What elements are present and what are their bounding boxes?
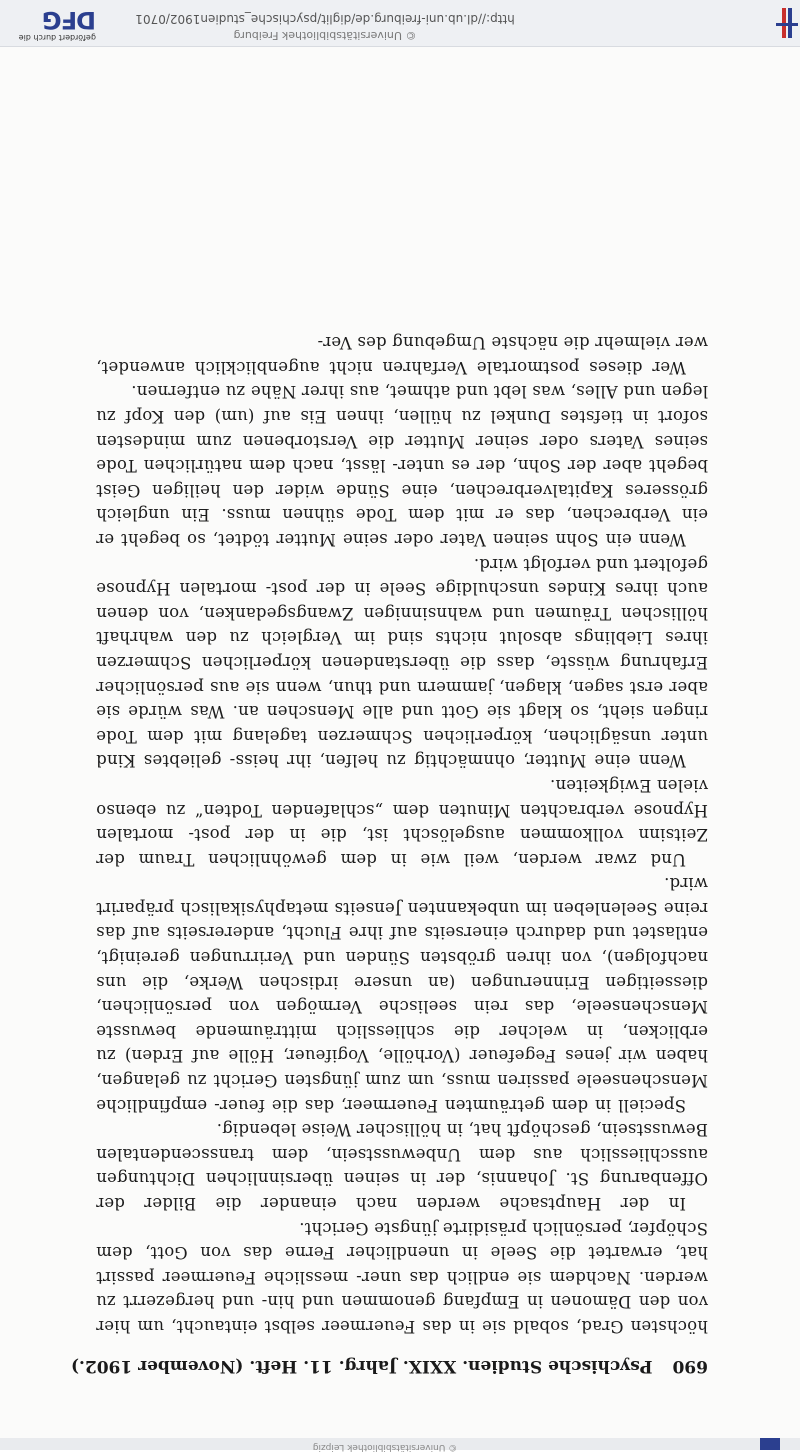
library-header-strip: [0, 1438, 800, 1450]
body-text: [96, 330, 708, 1338]
library-mark-icon: [760, 1438, 780, 1450]
dfg-logo-subtext: gefördert durch die: [18, 33, 96, 42]
running-head: [70, 1356, 708, 1376]
paragraph: höchsten Grad, sobald sie in das Feuermeer selbst eintaucht, um hier von den Dämonen in Empfang genommen und hin- und hergezerrt zu werden. Nachdem sie endlich das uner- messliche Feuermeer passirt hat, erwartet die Seele in unendlicher Ferne das von Gott, dem Schöpfer, persönlich präsidirte jüngste Gericht.: [96, 1218, 708, 1336]
library-footer-strip: [0, 0, 800, 47]
library-mark-icon: [750, 0, 800, 46]
paragraph: Wenn eine Mutter, ohnmächtig zu helfen, ihr heiss- geliebtes Kind unter unsäglichen, körperlichen Schmerzen tagelang mit dem Tode ringen sieht, so klagt sie Gott und alle Menschen an. Was würde sie aber erst sagen, klagen, jammern und thun, wenn sie aus persönlicher Erfahrung wüsste, dass die überstandenen körperlichen Schmerzen ihres Lieblings absolut nichts sind im Vergleich zu den wahrhaft höllischen Träumen und wahnsinnigen Zwangsgedanken, von denen auch ihres Kindes unschuldige Seele in der post- mortalen Hypnose gefoltert und verfolgt wird.: [96, 554, 708, 771]
page-number: 690: [672, 1356, 708, 1376]
paragraph: Wer dieses postmortale Verfahren nicht augenblicklich anwendet, wer vielmehr die nächste Umgebung des Ver-: [96, 333, 708, 377]
journal-title: Psychische Studien. XXIX. Jahrg. 11. Heft. (November 1902.): [70, 1356, 653, 1376]
paragraph: In der Hauptsache werden nach einander die Bilder der Offenbarung St. Johannis, der in seinen übersinnlichen Dichtungen ausschliesslich aus dem Unbewusstsein, dem transscendentalen Bewusstsein, geschöpft hat, in höllischer Weise lebendig.: [96, 1120, 708, 1214]
permalink[interactable]: http://dl.ub.uni-freiburg.de/diglit/psychische_studien1902/0701: [135, 12, 515, 26]
dfg-logo: [14, 4, 96, 42]
footer-copyright: © Universitätsbibliothek Freiburg: [233, 29, 417, 42]
paragraph: Und zwar werden, weil wie in dem gewöhnlichen Traum der Zeitsinn vollkommen ausgelöscht ist, die in der post- mortalen Hypnose verbrachten Minuten dem „schlafenden Todten“ zu ebenso vielen Ewigkeiten.: [96, 775, 708, 869]
header-copyright: © Universitätsbibliothek Leipzig: [312, 1442, 458, 1452]
paragraph: Wenn ein Sohn seinen Vater oder seine Mutter tödtet, so begeht er ein Verbrechen, das er mit dem Tode sühnen muss. Ein ungleich grösseres Kapitalverbrechen, eine Sünde wider den heiligen Geist begeht aber der Sohn, der es unter- lässt, nach dem natürlichen Tode seines Vaters oder seiner Mutter die Verstorbenen zum mindesten sofort in tiefstes Dunkel zu hüllen, ihnen Eis auf (um) den Kopf zu legen und Alles, was lebt und athmet, aus ihrer Nähe zu entfernen.: [96, 382, 708, 549]
footer-citation: [85, 10, 565, 44]
paragraph: Speciell in dem geträumten Feuermeer, das die feuer- empfindliche Menschenseele passiren muss, um zum jüngsten Gericht zu gelangen, haben wir jenes Fegefeuer (Vorhölle, Vogifeuer, Hölle auf Erden) zu erblicken, in welcher die schliesslich mitträumende bewusste Menschenseele, das rein seelische Vermögen von persönlichen, diesseitigen Erinnerungen (an unsere irdischen Werke, die uns nachfolgen), von ihren gröbsten Sünden und Verirrungen gereinigt, entlastet und dadurch einerseits auf ihre Flucht, andererseits auf das reine Seelenleben im unbekannten Jenseits metaphysikalisch präparirt wird.: [96, 874, 708, 1115]
dfg-logo-text: DFG: [42, 6, 96, 34]
